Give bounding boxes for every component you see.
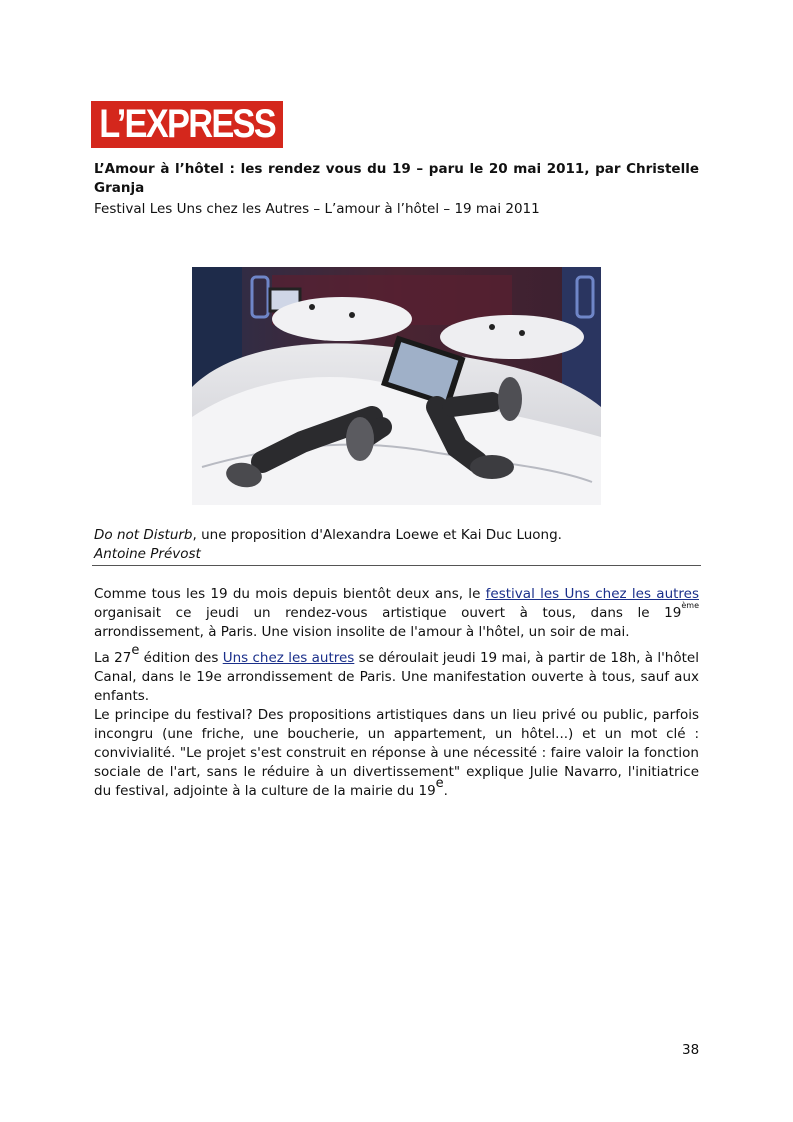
paragraph-1 [94,585,699,642]
p2-d: Le principe du festival? Des propositions artistiques dans un lieu privé ou public, parfois incongru (une friche, une boucherie, un appartement, un hôtel...) et un mot clé : convivialité. "Le projet s'est construit en réponse à une nécessité : faire valoir la fonction sociale de l'art, sans le réduire à un divertissement" explique Julie Navarro, l'initiatrice du festival, adjointe à la culture de la mairie du 19 [94,707,699,799]
p1-intro: Comme tous les 19 du mois depuis bientôt deux ans, le [94,586,486,602]
p2-superscript-2: e [435,776,444,791]
p1-superscript: ème [681,601,699,610]
page-number: 38 [682,1042,700,1058]
festival-link[interactable]: festival les Uns chez les autres [485,586,700,602]
divider-line [92,565,701,566]
p1-mid: organisait ce jeudi un rendez-vous artistique ouvert à tous, dans le 19 [94,605,682,621]
bed-scene-illustration [192,267,601,505]
uns-chez-les-autres-link[interactable]: Uns chez les autres [222,650,355,666]
caption-text: , une proposition d'Alexandra Loewe et Kai Duc Luong. [192,527,562,543]
p1-end: arrondissement, à Paris. Une vision insolite de l'amour à l'hôtel, un soir de mai. [94,624,630,640]
photo-caption [94,526,562,545]
logo-text: L’EXPRESS [99,102,275,146]
article-title: L’Amour à l’hôtel : les rendez vous du 19 – paru le 20 mai 2011, par Christelle Granja [94,161,699,196]
event-photo [192,267,601,505]
p2-e: . [443,783,448,799]
p2-superscript-1: e [131,643,140,658]
lexpress-logo [91,101,283,148]
article-subtitle: Festival Les Uns chez les Autres – L’amour à l’hôtel – 19 mai 2011 [94,201,540,217]
p2-b: édition des [139,650,223,666]
photo-credit: Antoine Prévost [94,546,201,562]
p2-a: La 27 [94,650,132,666]
caption-italic-title: Do not Disturb [94,527,193,543]
paragraph-2 [94,643,699,801]
p2-c: se déroulait jeudi 19 mai, à partir de 18h, à l'hôtel Canal, dans le 19e arrondissement de Paris. Une manifestation ouverte à tous, sauf aux enfants. [94,650,699,704]
